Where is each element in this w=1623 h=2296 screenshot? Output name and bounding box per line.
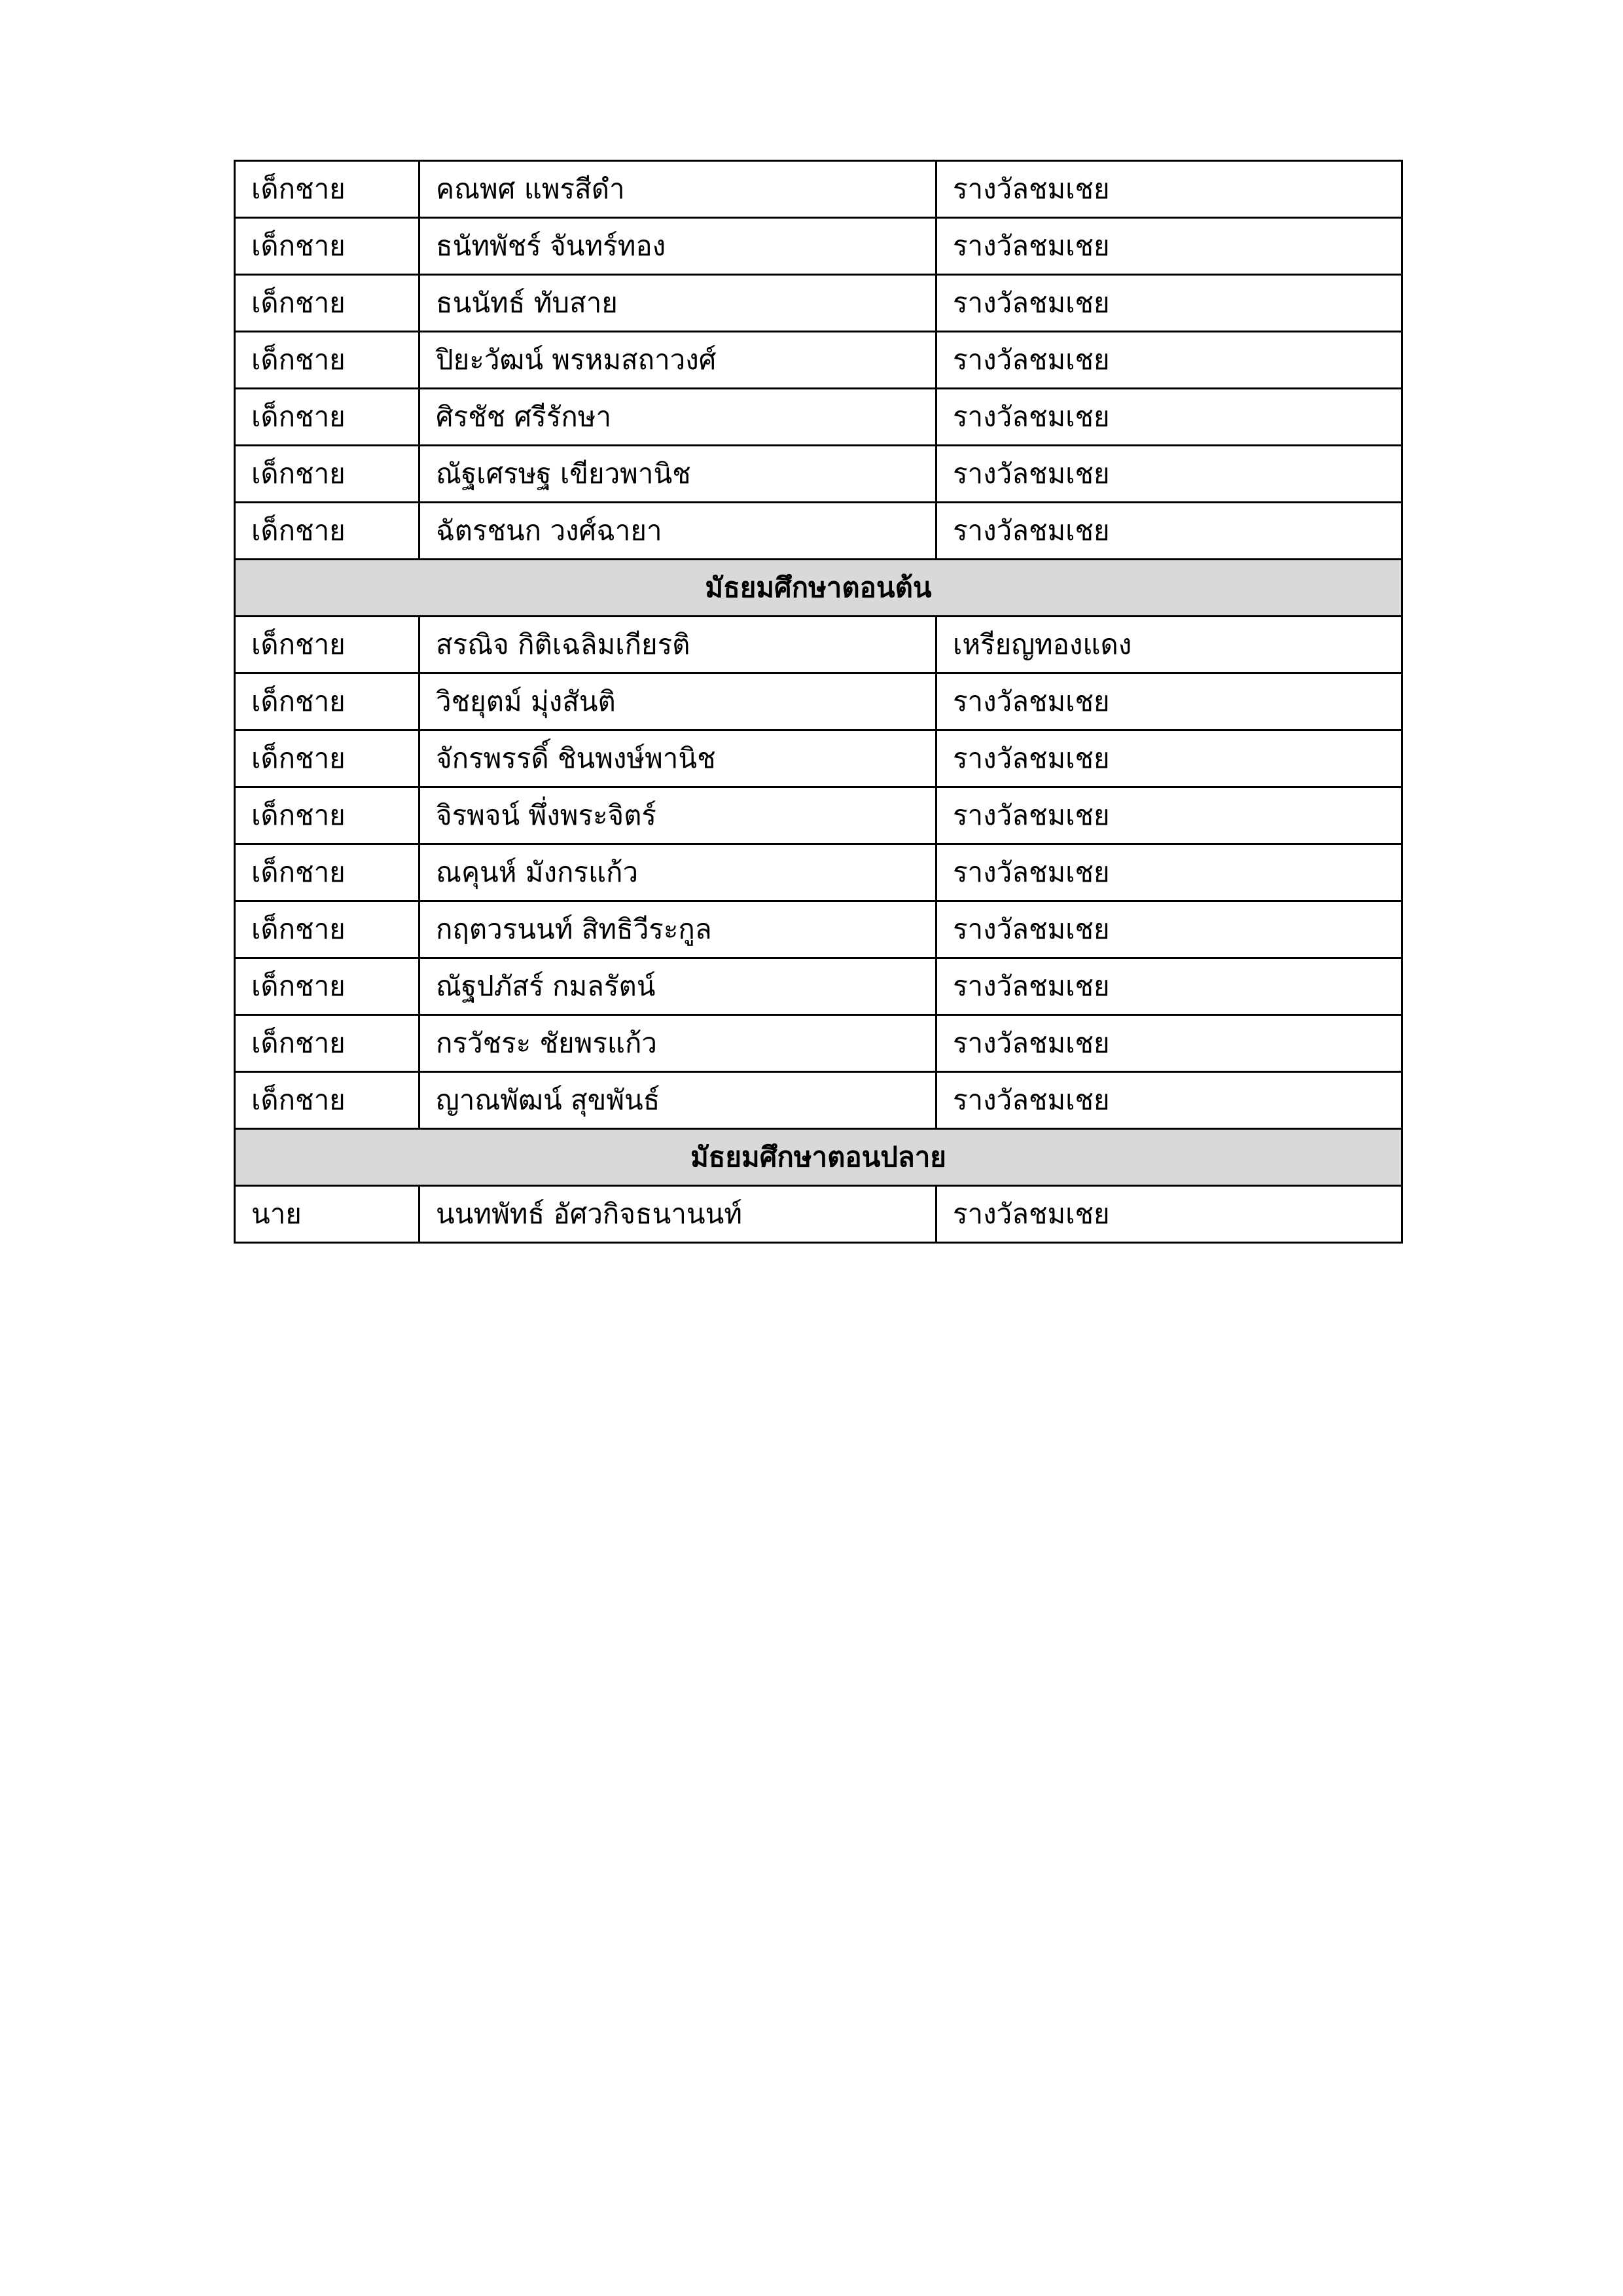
title-cell: เด็กชาย	[235, 332, 419, 389]
name-cell: กรวัชระ ชัยพรแก้ว	[419, 1015, 936, 1072]
award-cell: รางวัลชมเชย	[936, 1186, 1402, 1243]
award-cell: รางวัลชมเชย	[936, 673, 1402, 730]
table-row	[235, 446, 1402, 503]
title-cell: เด็กชาย	[235, 901, 419, 958]
name-cell: ธนนัทธ์ ทับสาย	[419, 275, 936, 332]
award-cell: รางวัลชมเชย	[936, 218, 1402, 275]
award-cell: รางวัลชมเชย	[936, 446, 1402, 503]
section-header-label: มัธยมศึกษาตอนปลาย	[235, 1129, 1402, 1186]
table-row	[235, 1072, 1402, 1129]
award-cell: รางวัลชมเชย	[936, 958, 1402, 1015]
title-cell: เด็กชาย	[235, 275, 419, 332]
table-row	[235, 730, 1402, 787]
section-header-label: มัธยมศึกษาตอนต้น	[235, 560, 1402, 617]
award-cell: เหรียญทองแดง	[936, 617, 1402, 673]
name-cell: วิชยุตม์ มุ่งสันติ	[419, 673, 936, 730]
name-cell: สรณิจ กิติเฉลิมเกียรติ	[419, 617, 936, 673]
award-cell: รางวัลชมเชย	[936, 730, 1402, 787]
award-cell: รางวัลชมเชย	[936, 389, 1402, 446]
name-cell: ศิรชัช ศรีรักษา	[419, 389, 936, 446]
table-row	[235, 958, 1402, 1015]
table-row	[235, 844, 1402, 901]
award-cell: รางวัลชมเชย	[936, 1015, 1402, 1072]
title-cell: เด็กชาย	[235, 503, 419, 560]
award-cell: รางวัลชมเชย	[936, 275, 1402, 332]
title-cell: เด็กชาย	[235, 1015, 419, 1072]
table-row	[235, 901, 1402, 958]
name-cell: จักรพรรดิ์ ชินพงษ์พานิช	[419, 730, 936, 787]
title-cell: เด็กชาย	[235, 617, 419, 673]
table-row	[235, 389, 1402, 446]
name-cell: ญาณพัฒน์ สุขพันธ์	[419, 1072, 936, 1129]
table-row	[235, 161, 1402, 218]
award-table-body	[235, 161, 1402, 1243]
title-cell: เด็กชาย	[235, 673, 419, 730]
name-cell: ปิยะวัฒน์ พรหมสถาวงศ์	[419, 332, 936, 389]
table-row	[235, 503, 1402, 560]
title-cell: เด็กชาย	[235, 218, 419, 275]
award-cell: รางวัลชมเชย	[936, 787, 1402, 844]
table-row	[235, 275, 1402, 332]
name-cell: ณัฐเศรษฐ เขียวพานิช	[419, 446, 936, 503]
table-row	[235, 1015, 1402, 1072]
name-cell: คณพศ แพรสีดำ	[419, 161, 936, 218]
title-cell: เด็กชาย	[235, 844, 419, 901]
section-header-row	[235, 560, 1402, 617]
title-cell: เด็กชาย	[235, 1072, 419, 1129]
award-cell: รางวัลชมเชย	[936, 332, 1402, 389]
table-row	[235, 673, 1402, 730]
name-cell: ธนัทพัชร์ จันทร์ทอง	[419, 218, 936, 275]
name-cell: ณคุนห์ มังกรแก้ว	[419, 844, 936, 901]
title-cell: เด็กชาย	[235, 958, 419, 1015]
award-cell: รางวัลชมเชย	[936, 901, 1402, 958]
award-cell: รางวัลชมเชย	[936, 844, 1402, 901]
table-row	[235, 332, 1402, 389]
title-cell: เด็กชาย	[235, 161, 419, 218]
title-cell: เด็กชาย	[235, 389, 419, 446]
title-cell: นาย	[235, 1186, 419, 1243]
title-cell: เด็กชาย	[235, 787, 419, 844]
award-cell: รางวัลชมเชย	[936, 503, 1402, 560]
name-cell: กฤตวรนนท์ สิทธิวีระกูล	[419, 901, 936, 958]
award-table	[234, 160, 1403, 1244]
name-cell: จิรพจน์ พึ่งพระจิตร์	[419, 787, 936, 844]
name-cell: ณัฐปภัสร์ กมลรัตน์	[419, 958, 936, 1015]
title-cell: เด็กชาย	[235, 446, 419, 503]
award-cell: รางวัลชมเชย	[936, 161, 1402, 218]
title-cell: เด็กชาย	[235, 730, 419, 787]
table-row	[235, 1186, 1402, 1243]
award-cell: รางวัลชมเชย	[936, 1072, 1402, 1129]
table-row	[235, 617, 1402, 673]
table-row	[235, 218, 1402, 275]
section-header-row	[235, 1129, 1402, 1186]
table-row	[235, 787, 1402, 844]
name-cell: ฉัตรชนก วงศ์ฉายา	[419, 503, 936, 560]
name-cell: นนทพัทธ์ อัศวกิจธนานนท์	[419, 1186, 936, 1243]
